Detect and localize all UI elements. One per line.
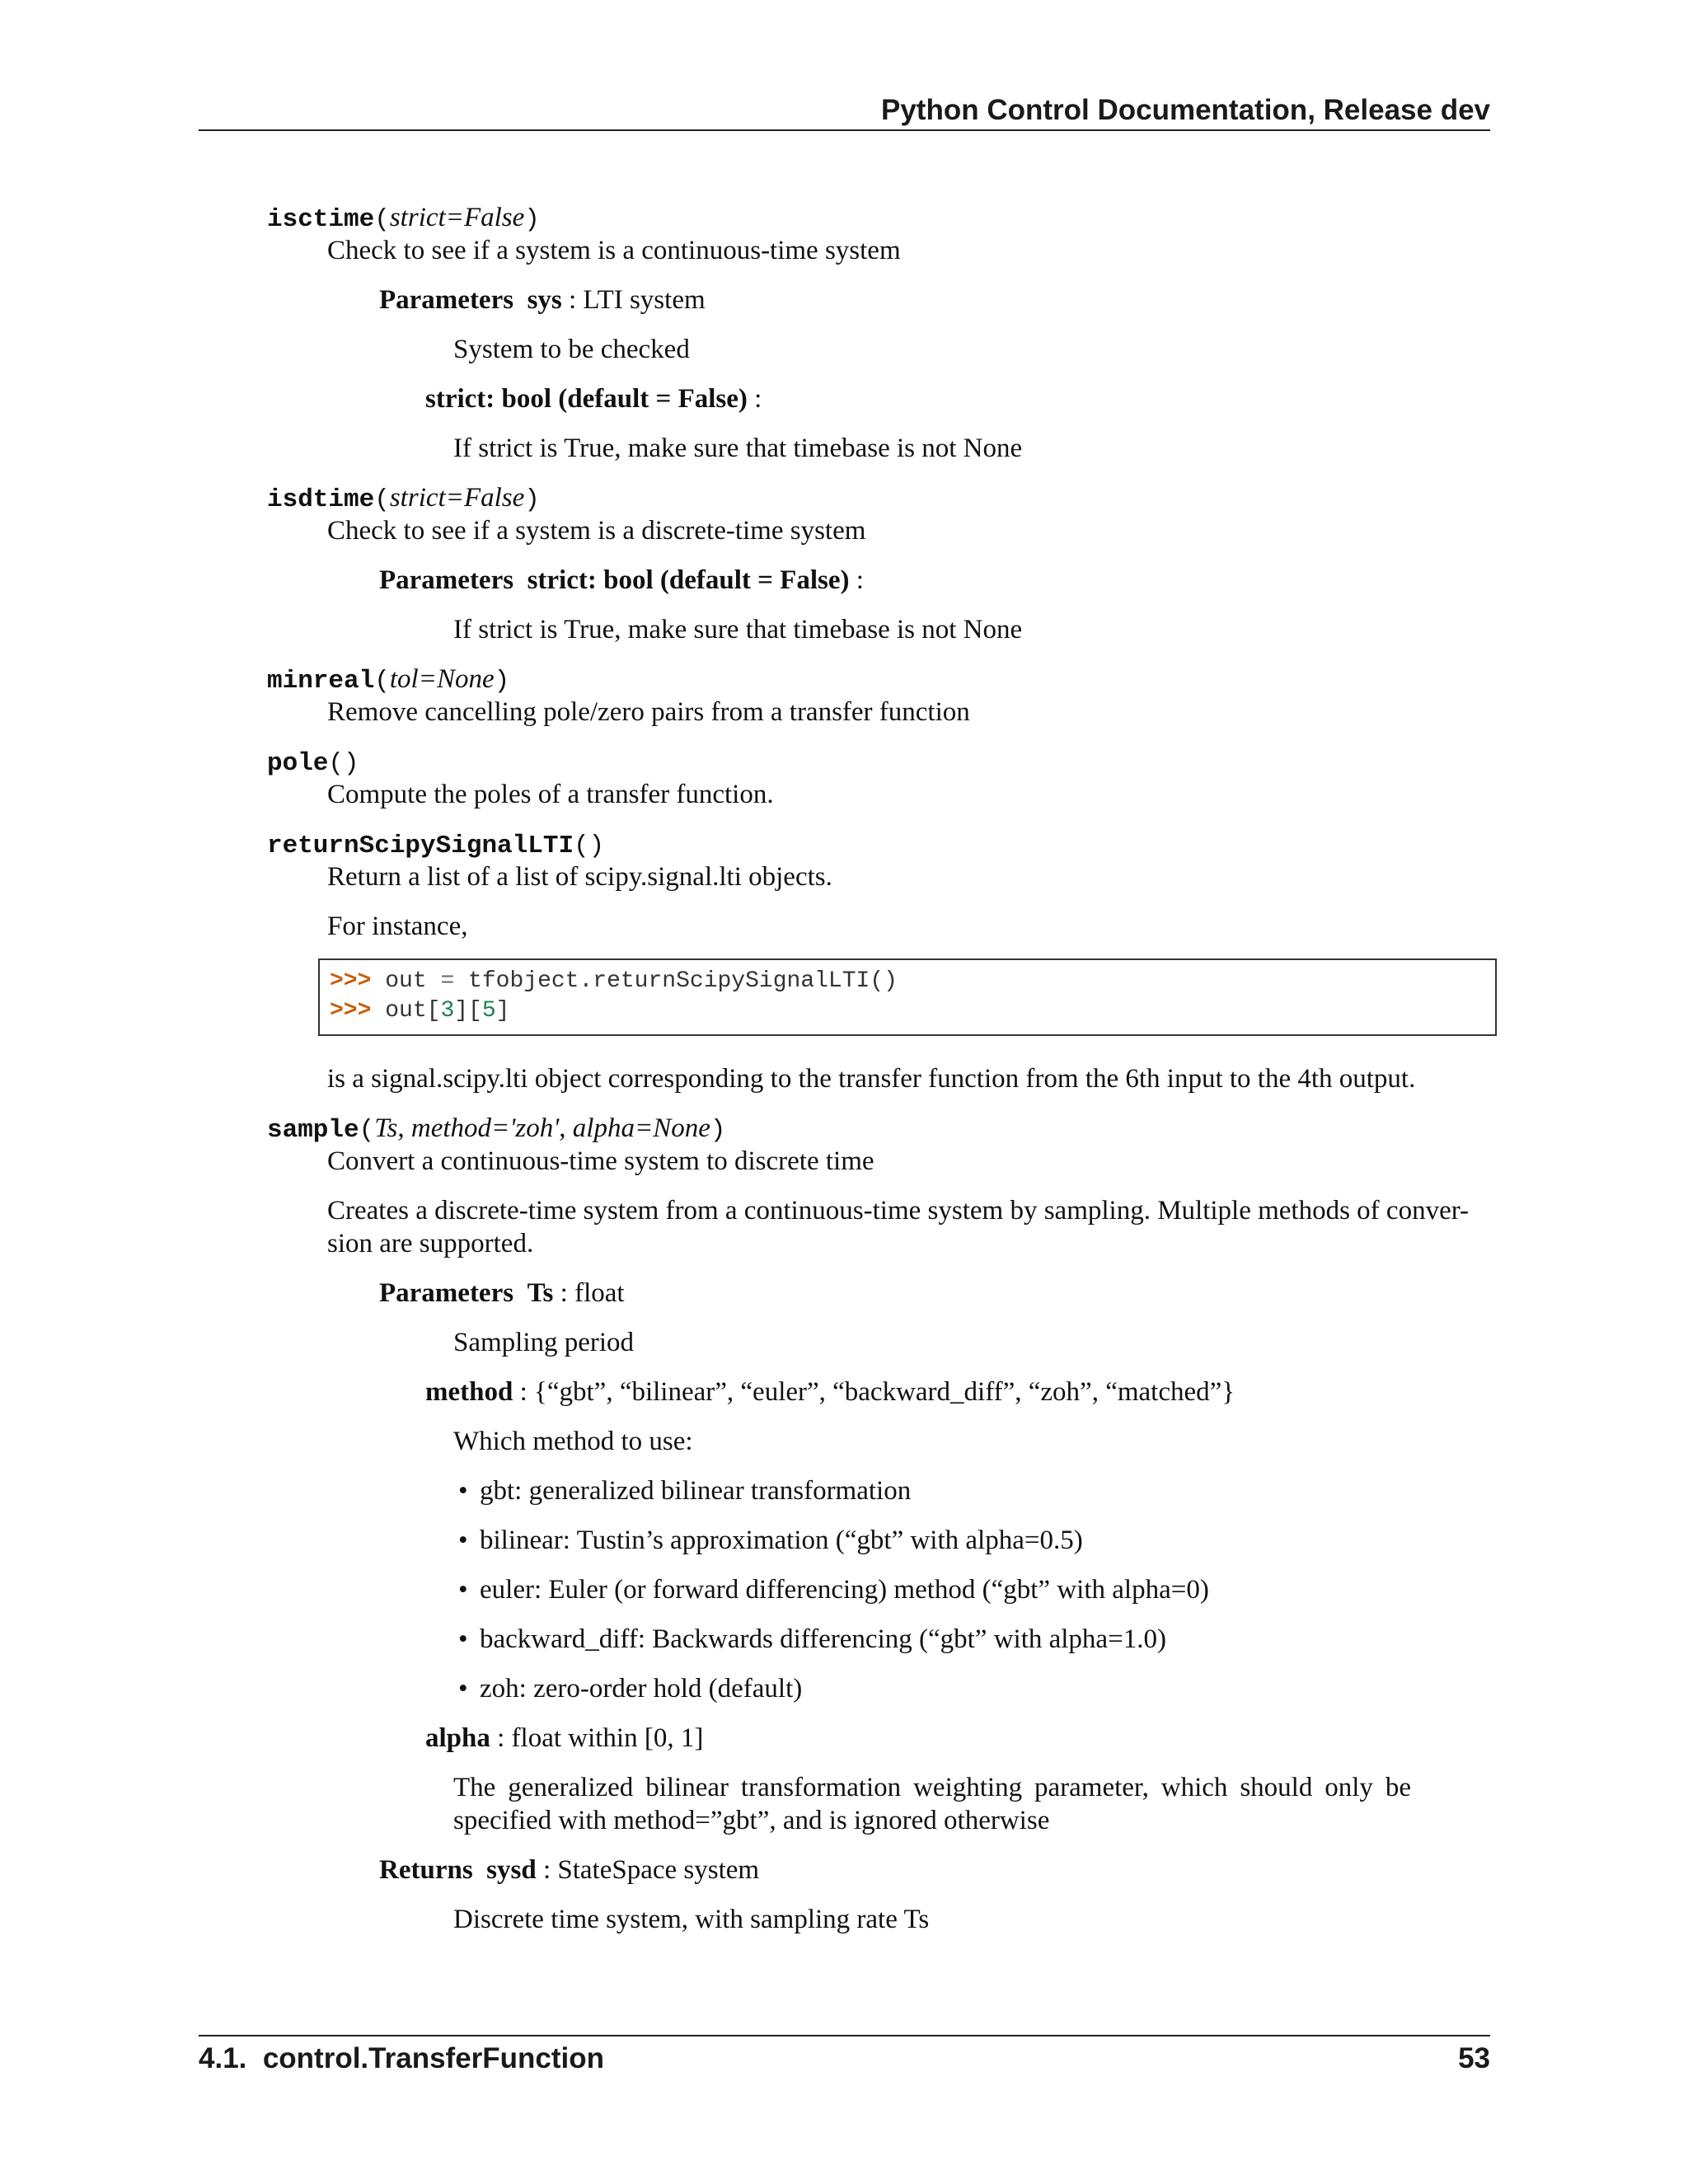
sample-method-name: method bbox=[425, 1377, 513, 1407]
list-item bbox=[458, 1474, 911, 1507]
sample-param-ts bbox=[379, 1277, 625, 1310]
bullet-icon: • bbox=[458, 1674, 468, 1704]
code-line-1 bbox=[330, 968, 898, 996]
minreal-close-paren: ) bbox=[494, 667, 510, 696]
isctime-signature bbox=[267, 201, 540, 237]
isctime-description: Check to see if a system is a continuous-time system bbox=[327, 236, 901, 265]
list-item bbox=[458, 1623, 1166, 1656]
sample-param-alpha bbox=[425, 1722, 703, 1755]
list-item-text: gbt: generalized bilinear transformation bbox=[480, 1476, 912, 1506]
page-number: 53 bbox=[1458, 2042, 1490, 2074]
sample-ts-type: : float bbox=[553, 1278, 625, 1308]
sample-arg-ts: Ts bbox=[374, 1113, 398, 1143]
isdtime-params-label: Parameters bbox=[379, 565, 514, 595]
isctime-close-paren: ) bbox=[524, 205, 540, 234]
minreal-name: minreal bbox=[267, 667, 375, 696]
code-prompt: >>> bbox=[330, 968, 372, 994]
code-token: tfobject.returnScipySignalLTI() bbox=[454, 968, 898, 994]
code-number: 3 bbox=[440, 998, 455, 1024]
sample-open-paren: ( bbox=[359, 1116, 375, 1145]
footer-section-title: 4.1. control.TransferFunction bbox=[199, 2042, 605, 2074]
isctime-param-sys bbox=[379, 284, 706, 316]
returnscipysignallti-description: Return a list of a list of scipy.signal.lti objects. bbox=[327, 862, 832, 892]
header-rule bbox=[199, 129, 1490, 131]
isdtime-args: strict=False bbox=[389, 483, 525, 513]
sample-name: sample bbox=[267, 1116, 359, 1145]
isctime-p1-type: : LTI system bbox=[561, 285, 706, 315]
returnscipysignallti-after-text: is a signal.scipy.lti object corresponding to the transfer function from the 6th input to the 4th output. bbox=[327, 1064, 1416, 1094]
isdtime-p1-type: : bbox=[849, 565, 864, 595]
sample-arg-alpha: alpha=None bbox=[572, 1113, 710, 1143]
minreal-args: tol=None bbox=[389, 664, 495, 694]
list-item bbox=[458, 1524, 1083, 1557]
isdtime-description: Check to see if a system is a discrete-time system bbox=[327, 516, 866, 546]
pole-signature bbox=[267, 745, 359, 780]
sample-return-desc: Discrete time system, with sampling rate Ts bbox=[453, 1905, 930, 1934]
page-header-title: Python Control Documentation, Release dev bbox=[881, 94, 1490, 126]
isctime-p1-name: sys bbox=[527, 285, 562, 315]
code-token: out[ bbox=[371, 998, 441, 1024]
sample-ts-name: Ts bbox=[527, 1278, 554, 1308]
sample-arg-method: method='zoh' bbox=[410, 1113, 560, 1143]
list-item-text: backward_diff: Backwards differencing (“gbt” with alpha=1.0) bbox=[480, 1624, 1166, 1654]
sample-returns-label: Returns bbox=[379, 1855, 473, 1885]
sample-alpha-desc-line-1: The generalized bilinear transformation weighting parameter, which should only be bbox=[453, 1773, 1411, 1802]
code-number: 5 bbox=[481, 998, 496, 1024]
pole-parens: () bbox=[328, 749, 359, 778]
sample-param-method bbox=[425, 1376, 1235, 1408]
sample-return-type: : StateSpace system bbox=[536, 1855, 760, 1885]
minreal-signature bbox=[267, 663, 509, 698]
returnscipysignallti-signature bbox=[267, 827, 604, 863]
list-item-text: zoh: zero-order hold (default) bbox=[480, 1674, 803, 1704]
bullet-icon: • bbox=[458, 1575, 468, 1605]
sample-params-label: Parameters bbox=[379, 1278, 514, 1308]
isdtime-name: isdtime bbox=[267, 485, 375, 514]
isdtime-param-strict-desc: If strict is True, make sure that timebase is not None bbox=[453, 615, 1023, 644]
list-item bbox=[458, 1672, 802, 1705]
returnscipysignallti-instance: For instance, bbox=[327, 912, 468, 941]
isdtime-signature bbox=[267, 481, 540, 517]
code-operator: = bbox=[440, 968, 455, 994]
sample-long-description-line-1: Creates a discrete-time system from a continuous-time system by sampling. Multiple methods of conver- bbox=[327, 1196, 1470, 1226]
list-item-text: euler: Euler (or forward differencing) method (“gbt” with alpha=0) bbox=[480, 1575, 1209, 1605]
sample-method-type: : {“gbt”, “bilinear”, “euler”, “backward_diff”, “zoh”, “matched”} bbox=[513, 1377, 1236, 1407]
list-item-text: bilinear: Tustin’s approximation (“gbt” with alpha=0.5) bbox=[480, 1526, 1083, 1555]
footer-rule bbox=[199, 2035, 1490, 2036]
sample-method-intro: Which method to use: bbox=[453, 1427, 693, 1456]
bullet-icon: • bbox=[458, 1476, 468, 1506]
isctime-p2-name: strict: bool (default = False) bbox=[425, 384, 748, 414]
sample-long-description-line-2: sion are supported. bbox=[327, 1229, 534, 1258]
minreal-open-paren: ( bbox=[374, 667, 390, 696]
sample-description: Convert a continuous-time system to discrete time bbox=[327, 1146, 874, 1176]
code-token: ][ bbox=[454, 998, 482, 1024]
code-token: out bbox=[371, 968, 441, 994]
returnscipysignallti-name: returnScipySignalLTI bbox=[267, 832, 574, 860]
sample-arg-sep: , bbox=[397, 1113, 411, 1143]
isdtime-param-strict bbox=[379, 564, 864, 597]
isdtime-close-paren: ) bbox=[524, 485, 540, 514]
isctime-name: isctime bbox=[267, 205, 375, 234]
isctime-param-sys-desc: System to be checked bbox=[453, 335, 690, 364]
sample-arg-sep: , bbox=[559, 1113, 573, 1143]
code-token: ] bbox=[495, 998, 510, 1024]
sample-alpha-name: alpha bbox=[425, 1723, 490, 1753]
sample-ts-desc: Sampling period bbox=[453, 1328, 635, 1357]
bullet-icon: • bbox=[458, 1624, 468, 1654]
pole-description: Compute the poles of a transfer function. bbox=[327, 780, 774, 809]
list-item bbox=[458, 1573, 1209, 1606]
sample-signature bbox=[267, 1112, 726, 1147]
sample-returns bbox=[379, 1854, 759, 1886]
pole-name: pole bbox=[267, 749, 329, 778]
isctime-open-paren: ( bbox=[374, 205, 390, 234]
sample-return-name: sysd bbox=[486, 1855, 537, 1885]
isctime-param-strict-desc: If strict is True, make sure that timebase is not None bbox=[453, 434, 1023, 463]
code-line-2 bbox=[330, 997, 509, 1025]
code-prompt: >>> bbox=[330, 998, 372, 1024]
sample-alpha-type: : float within [0, 1] bbox=[490, 1723, 704, 1753]
minreal-description: Remove cancelling pole/zero pairs from a transfer function bbox=[327, 697, 970, 727]
bullet-icon: • bbox=[458, 1526, 468, 1555]
isctime-args: strict=False bbox=[389, 203, 525, 232]
sample-close-paren: ) bbox=[710, 1116, 726, 1145]
returnscipysignallti-parens: () bbox=[574, 832, 605, 860]
isctime-params-label: Parameters bbox=[379, 285, 514, 315]
isdtime-open-paren: ( bbox=[374, 485, 390, 514]
code-example-box bbox=[318, 958, 1497, 1036]
isctime-p2-type: : bbox=[747, 384, 762, 414]
isctime-param-strict bbox=[425, 382, 762, 415]
sample-alpha-desc-line-2: specified with method=”gbt”, and is ignored otherwise bbox=[453, 1806, 1050, 1835]
isdtime-p1-name: strict: bool (default = False) bbox=[527, 565, 850, 595]
